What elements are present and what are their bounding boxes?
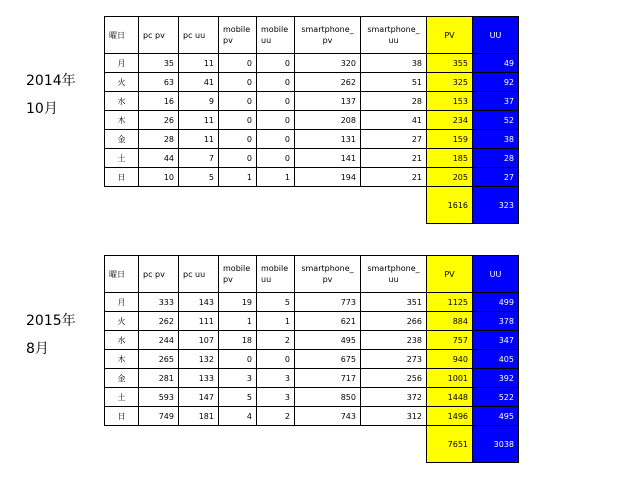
smartphone-uu-cell: 372 <box>361 388 427 407</box>
empty-cell <box>295 187 361 224</box>
pc-uu-cell: 107 <box>179 331 219 350</box>
uu-cell: 522 <box>473 388 519 407</box>
month-label: 10月 <box>26 101 58 117</box>
pc-uu-cell: 111 <box>179 312 219 331</box>
mobile-pv-cell: 19 <box>219 293 257 312</box>
pv-cell: 234 <box>427 111 473 130</box>
header-smartphone-pv: smartphone_ pv <box>295 256 361 293</box>
smartphone-uu-cell: 21 <box>361 168 427 187</box>
pc-uu-cell: 181 <box>179 407 219 426</box>
table-row <box>105 130 519 149</box>
smartphone-pv-cell: 850 <box>295 388 361 407</box>
smartphone-pv-cell: 675 <box>295 350 361 369</box>
mobile-uu-cell: 0 <box>257 350 295 369</box>
smartphone-pv-cell: 131 <box>295 130 361 149</box>
pc-pv-cell: 16 <box>139 92 179 111</box>
table-row <box>105 369 519 388</box>
pc-uu-cell: 7 <box>179 149 219 168</box>
day-cell: 日 <box>105 168 139 187</box>
empty-cell <box>361 426 427 463</box>
mobile-uu-cell: 1 <box>257 168 295 187</box>
table-body <box>105 293 519 463</box>
empty-cell <box>105 187 139 224</box>
smartphone-pv-cell: 495 <box>295 331 361 350</box>
day-cell: 土 <box>105 388 139 407</box>
uu-cell: 28 <box>473 149 519 168</box>
table-body <box>105 54 519 224</box>
pc-pv-cell: 265 <box>139 350 179 369</box>
smartphone-pv-cell: 141 <box>295 149 361 168</box>
pc-pv-cell: 26 <box>139 111 179 130</box>
total-uu-cell: 3038 <box>473 426 519 463</box>
uu-cell: 499 <box>473 293 519 312</box>
header-day: 曜日 <box>105 17 139 54</box>
year-label: 2014年 <box>26 73 76 89</box>
empty-cell <box>257 187 295 224</box>
table-row <box>105 168 519 187</box>
empty-cell <box>361 187 427 224</box>
header-mobile-uu: mobile uu <box>257 17 295 54</box>
empty-cell <box>257 426 295 463</box>
uu-cell: 38 <box>473 130 519 149</box>
mobile-pv-cell: 0 <box>219 149 257 168</box>
smartphone-pv-cell: 137 <box>295 92 361 111</box>
pc-pv-cell: 749 <box>139 407 179 426</box>
pc-pv-cell: 244 <box>139 331 179 350</box>
empty-cell <box>295 426 361 463</box>
pv-cell: 1001 <box>427 369 473 388</box>
empty-cell <box>179 187 219 224</box>
table-row <box>105 331 519 350</box>
pc-uu-cell: 9 <box>179 92 219 111</box>
table-row <box>105 388 519 407</box>
pv-cell: 940 <box>427 350 473 369</box>
pv-cell: 185 <box>427 149 473 168</box>
pc-pv-cell: 333 <box>139 293 179 312</box>
mobile-uu-cell: 0 <box>257 111 295 130</box>
header-smartphone-pv: smartphone_ pv <box>295 17 361 54</box>
uu-cell: 27 <box>473 168 519 187</box>
table-row <box>105 111 519 130</box>
pv-cell: 205 <box>427 168 473 187</box>
pc-pv-cell: 593 <box>139 388 179 407</box>
header-pc-uu: pc uu <box>179 256 219 293</box>
smartphone-uu-cell: 51 <box>361 73 427 92</box>
total-pv-cell: 1616 <box>427 187 473 224</box>
header-uu: UU <box>473 17 519 54</box>
mobile-pv-cell: 18 <box>219 331 257 350</box>
uu-cell: 347 <box>473 331 519 350</box>
pc-pv-cell: 44 <box>139 149 179 168</box>
header-pc-uu: pc uu <box>179 17 219 54</box>
smartphone-pv-cell: 194 <box>295 168 361 187</box>
uu-cell: 49 <box>473 54 519 73</box>
pc-uu-cell: 41 <box>179 73 219 92</box>
pv-cell: 325 <box>427 73 473 92</box>
header-pv: PV <box>427 17 473 54</box>
smartphone-pv-cell: 262 <box>295 73 361 92</box>
smartphone-uu-cell: 238 <box>361 331 427 350</box>
table-row <box>105 407 519 426</box>
day-cell: 水 <box>105 92 139 111</box>
day-cell: 火 <box>105 312 139 331</box>
table-row <box>105 54 519 73</box>
table-row <box>105 92 519 111</box>
header-mobile-pv: mobile pv <box>219 256 257 293</box>
header-uu: UU <box>473 256 519 293</box>
smartphone-uu-cell: 41 <box>361 111 427 130</box>
pc-uu-cell: 11 <box>179 111 219 130</box>
uu-cell: 378 <box>473 312 519 331</box>
total-uu-cell: 323 <box>473 187 519 224</box>
mobile-pv-cell: 0 <box>219 350 257 369</box>
empty-cell <box>139 426 179 463</box>
day-cell: 日 <box>105 407 139 426</box>
mobile-pv-cell: 0 <box>219 130 257 149</box>
pc-uu-cell: 132 <box>179 350 219 369</box>
mobile-uu-cell: 0 <box>257 149 295 168</box>
header-mobile-pv: mobile pv <box>219 17 257 54</box>
pc-pv-cell: 10 <box>139 168 179 187</box>
header-smartphone-uu: smartphone_ uu <box>361 17 427 54</box>
mobile-pv-cell: 0 <box>219 54 257 73</box>
mobile-pv-cell: 1 <box>219 312 257 331</box>
mobile-uu-cell: 0 <box>257 92 295 111</box>
header-pc-pv: pc pv <box>139 17 179 54</box>
day-cell: 月 <box>105 293 139 312</box>
pc-uu-cell: 11 <box>179 130 219 149</box>
mobile-pv-cell: 3 <box>219 369 257 388</box>
smartphone-uu-cell: 273 <box>361 350 427 369</box>
pc-pv-cell: 262 <box>139 312 179 331</box>
empty-cell <box>219 426 257 463</box>
header-smartphone-uu: smartphone_ uu <box>361 256 427 293</box>
day-cell: 木 <box>105 111 139 130</box>
day-cell: 金 <box>105 130 139 149</box>
mobile-pv-cell: 0 <box>219 73 257 92</box>
empty-cell <box>105 426 139 463</box>
mobile-pv-cell: 0 <box>219 111 257 130</box>
mobile-pv-cell: 4 <box>219 407 257 426</box>
smartphone-uu-cell: 256 <box>361 369 427 388</box>
mobile-uu-cell: 3 <box>257 388 295 407</box>
total-pv-cell: 7651 <box>427 426 473 463</box>
empty-cell <box>219 187 257 224</box>
period-label-2015 <box>26 312 76 358</box>
day-cell: 月 <box>105 54 139 73</box>
year-label: 2015年 <box>26 313 76 329</box>
pv-cell: 884 <box>427 312 473 331</box>
pv-cell: 1125 <box>427 293 473 312</box>
smartphone-pv-cell: 743 <box>295 407 361 426</box>
uu-cell: 495 <box>473 407 519 426</box>
empty-cell <box>139 187 179 224</box>
pc-uu-cell: 143 <box>179 293 219 312</box>
mobile-pv-cell: 5 <box>219 388 257 407</box>
mobile-uu-cell: 0 <box>257 130 295 149</box>
stats-table-2015-08 <box>104 255 519 463</box>
pc-uu-cell: 147 <box>179 388 219 407</box>
total-row <box>105 426 519 463</box>
table-header-row <box>105 256 519 293</box>
smartphone-uu-cell: 21 <box>361 149 427 168</box>
pv-cell: 757 <box>427 331 473 350</box>
mobile-uu-cell: 1 <box>257 312 295 331</box>
mobile-uu-cell: 0 <box>257 73 295 92</box>
pc-uu-cell: 11 <box>179 54 219 73</box>
mobile-uu-cell: 2 <box>257 407 295 426</box>
table-header-row <box>105 17 519 54</box>
stats-table-2014-10 <box>104 16 519 224</box>
header-pc-pv: pc pv <box>139 256 179 293</box>
smartphone-uu-cell: 312 <box>361 407 427 426</box>
period-label-2014 <box>26 72 76 118</box>
mobile-uu-cell: 3 <box>257 369 295 388</box>
day-cell: 火 <box>105 73 139 92</box>
pv-cell: 1448 <box>427 388 473 407</box>
header-day: 曜日 <box>105 256 139 293</box>
pc-pv-cell: 28 <box>139 130 179 149</box>
pv-cell: 159 <box>427 130 473 149</box>
mobile-uu-cell: 0 <box>257 54 295 73</box>
uu-cell: 405 <box>473 350 519 369</box>
table-row <box>105 293 519 312</box>
pv-cell: 153 <box>427 92 473 111</box>
day-cell: 土 <box>105 149 139 168</box>
pc-uu-cell: 5 <box>179 168 219 187</box>
header-mobile-uu: mobile uu <box>257 256 295 293</box>
smartphone-uu-cell: 266 <box>361 312 427 331</box>
smartphone-uu-cell: 27 <box>361 130 427 149</box>
total-row <box>105 187 519 224</box>
header-pv: PV <box>427 256 473 293</box>
empty-cell <box>179 426 219 463</box>
uu-cell: 37 <box>473 92 519 111</box>
smartphone-pv-cell: 773 <box>295 293 361 312</box>
mobile-uu-cell: 2 <box>257 331 295 350</box>
smartphone-pv-cell: 208 <box>295 111 361 130</box>
smartphone-uu-cell: 28 <box>361 92 427 111</box>
pc-pv-cell: 35 <box>139 54 179 73</box>
table-row <box>105 73 519 92</box>
day-cell: 水 <box>105 331 139 350</box>
table-row <box>105 149 519 168</box>
pv-cell: 1496 <box>427 407 473 426</box>
pc-pv-cell: 63 <box>139 73 179 92</box>
table-row <box>105 312 519 331</box>
pc-uu-cell: 133 <box>179 369 219 388</box>
smartphone-uu-cell: 38 <box>361 54 427 73</box>
day-cell: 木 <box>105 350 139 369</box>
uu-cell: 392 <box>473 369 519 388</box>
pc-pv-cell: 281 <box>139 369 179 388</box>
mobile-pv-cell: 0 <box>219 92 257 111</box>
month-label: 8月 <box>26 341 49 357</box>
pv-cell: 355 <box>427 54 473 73</box>
smartphone-pv-cell: 621 <box>295 312 361 331</box>
day-cell: 金 <box>105 369 139 388</box>
smartphone-uu-cell: 351 <box>361 293 427 312</box>
uu-cell: 92 <box>473 73 519 92</box>
smartphone-pv-cell: 717 <box>295 369 361 388</box>
smartphone-pv-cell: 320 <box>295 54 361 73</box>
table-row <box>105 350 519 369</box>
uu-cell: 52 <box>473 111 519 130</box>
mobile-uu-cell: 5 <box>257 293 295 312</box>
mobile-pv-cell: 1 <box>219 168 257 187</box>
